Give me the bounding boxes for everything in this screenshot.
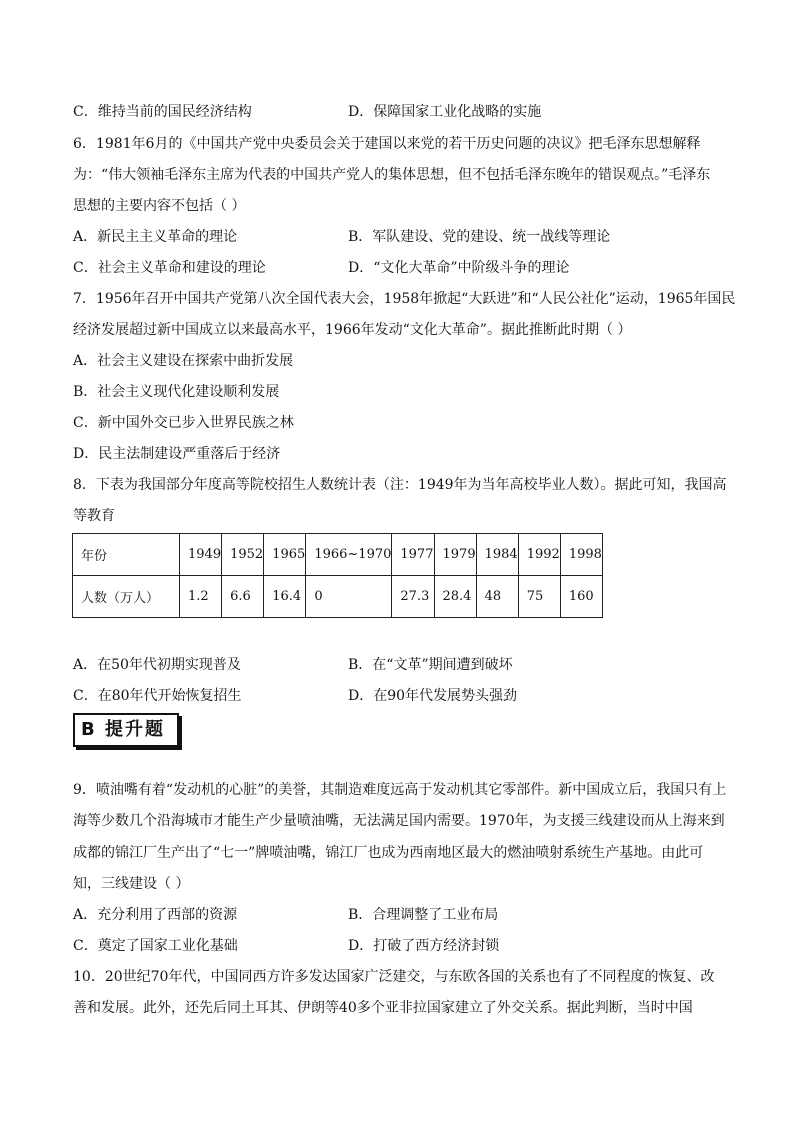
table-cell: 1992 [518,534,560,576]
q9-stem-line-3: 成都的锦江厂生产出了“七一”牌喷油嘴，锦江厂也成为西南地区最大的燃油喷射系统生产基地。由此可 [73,845,704,861]
q7-stem-line-2: 经济发展超过新中国成立以来最高水平，1966年发动“文化大革命”。据此推断此时期（ ） [73,322,632,338]
q8-option-b: B．在“文革”期间遭到破坏 [348,657,513,673]
q8-stem-line-2: 等教育 [73,508,115,524]
q9-option-c: C．奠定了国家工业化基础 [73,938,238,954]
table-cell: 28.4 [434,576,476,618]
q8-stem-line-1: 8．下表为我国部分年度高等院校招生人数统计表（注：1949年为当年高校毕业人数）。据此可知，我国高 [73,477,727,493]
q8-option-c: C．在80年代开始恢复招生 [73,688,242,704]
q6-stem-line-3: 思想的主要内容不包括（ ） [73,198,246,214]
table-header-count: 人数（万人） [73,576,180,618]
q7-option-b: B．社会主义现代化建设顺利发展 [73,384,280,400]
q7-option-d: D．民主法制建设严重落后于经济 [73,446,281,462]
q6-option-c: C．社会主义革命和建设的理论 [73,260,266,276]
table-cell: 1977 [392,534,434,576]
q6-stem-line-1: 6．1981年6月的《中国共产党中央委员会关于建国以来党的若干历史问题的决议》把毛泽东思想解释 [73,136,701,152]
q9-stem-line-4: 知，三线建设（ ） [73,876,190,892]
table-cell: 6.6 [222,576,264,618]
q6-option-b: B．军队建设、党的建设、统一战线等理论 [348,229,611,245]
table-cell: 16.4 [264,576,306,618]
q9-stem-line-1: 9．喷油嘴有着“发动机的心脏”的美誉，其制造难度远高于发动机其它零部件。新中国成立后，我国只有上 [73,782,727,798]
q7-option-c: C．新中国外交已步入世界民族之林 [73,415,294,431]
q6-option-a: A．新民主主义革命的理论 [73,229,238,245]
table-row-counts [73,576,603,618]
table-cell: 1998 [560,534,602,576]
q9-option-d: D．打破了西方经济封锁 [348,938,500,954]
table-cell: 1979 [434,534,476,576]
table-cell: 160 [560,576,602,618]
table-cell: 27.3 [392,576,434,618]
q6-option-d: D．“文化大革命”中阶级斗争的理论 [348,260,570,276]
table-cell: 1984 [476,534,518,576]
q9-stem-line-2: 海等少数几个沿海城市才能生产少量喷油嘴，无法满足国内需要。1970年，为支援三线建设而从上海来到 [73,813,725,829]
q8-option-d: D．在90年代发展势头强劲 [348,688,518,704]
table-header-year: 年份 [73,534,180,576]
section-heading-b: B 提升题 [73,713,179,747]
q7-stem-line-1: 7．1956年召开中国共产党第八次全国代表大会，1958年掀起“大跃进”和“人民公社化”运动，1965年国民 [73,291,736,307]
table-row-years [73,534,603,576]
enrollment-table [72,533,603,618]
table-cell: 0 [306,576,392,618]
q10-stem-line-1: 10．20世纪70年代，中国同西方许多发达国家广泛建交，与东欧各国的关系也有了不同程度的恢复、改 [73,969,715,985]
table-cell: 75 [518,576,560,618]
table-cell: 1.2 [180,576,222,618]
q7-option-a: A．社会主义建设在探索中曲折发展 [73,353,294,369]
table-cell: 1966~1970 [306,534,392,576]
table-cell: 1965 [264,534,306,576]
table-cell: 1949 [180,534,222,576]
q10-stem-line-2: 善和发展。此外，还先后同土耳其、伊朗等40多个亚非拉国家建立了外交关系。据此判断，当时中国 [73,1000,693,1016]
table-cell: 48 [476,576,518,618]
q5-option-d: D．保障国家工业化战略的实施 [348,104,542,120]
q9-option-b: B．合理调整了工业布局 [348,907,499,923]
q9-option-a: A．充分利用了西部的资源 [73,907,238,923]
q5-option-c: C．维持当前的国民经济结构 [73,104,252,120]
table-cell: 1952 [222,534,264,576]
q8-option-a: A．在50年代初期实现普及 [73,657,241,673]
q6-stem-line-2: 为：“伟大领袖毛泽东主席为代表的中国共产党人的集体思想，但不包括毛泽东晚年的错误观点。”毛泽东 [73,167,711,183]
